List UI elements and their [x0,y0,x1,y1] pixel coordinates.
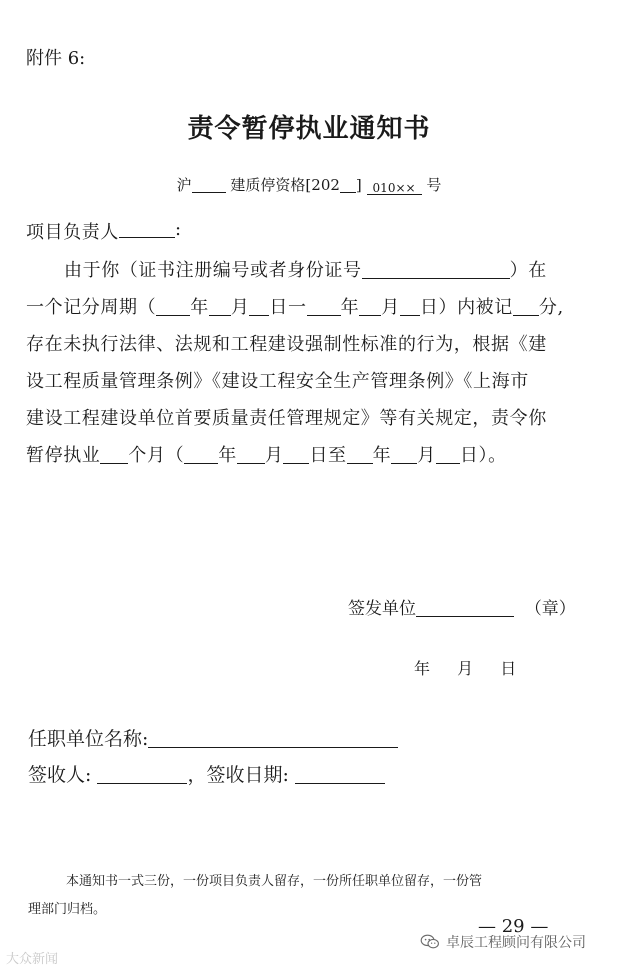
suspend-start-month-blank [237,444,265,464]
body-text: 年 [372,445,392,466]
body-text: 月 [417,445,436,466]
document-number [0,174,618,195]
body-text: 日 [309,445,329,466]
addressee-line [26,218,182,243]
date-day: 日 [500,659,517,678]
body-line-5: 建设工程建设单位首要质量责任管理规定》等有关规定，责令你 [26,408,547,429]
watermark-left: 大众新闻 [6,952,59,967]
period-end-year-blank [307,296,341,316]
body-text: 由于你（证书注册编号或者身份证号 [64,260,362,281]
months-blank [100,444,128,464]
score-blank [513,296,539,316]
body-text: 年 [190,297,209,318]
issue-date-line [414,656,516,679]
watermark-right [420,932,586,952]
page-number: — 29 — [478,916,549,937]
doc-number-close: ] [355,176,362,194]
receipt-date-label: ，签收日期: [187,764,289,786]
body-line-1 [64,256,547,282]
wechat-icon [420,934,440,950]
suspend-end-day-blank [436,444,460,464]
doc-number-blank [192,176,226,193]
receiver-label: 签收人: [28,764,92,786]
receipt-line [28,760,385,787]
body-text: 一 [288,297,307,318]
id-number-blank [362,259,510,279]
date-year: 年 [414,659,431,678]
doc-serial: 010×× [367,181,422,195]
seal-label: （章） [524,599,576,619]
body-line-3: 存在未执行法律、法规和工程建设强制性标准的行为，根据《建 [26,334,547,355]
receiver-blank [97,763,187,784]
issuing-unit-label: 签发单位 [348,599,416,619]
body-text: 分, [538,297,564,318]
period-start-day-blank [249,296,269,316]
attachment-label: 附件 6: [26,48,86,69]
suspend-start-year-blank [184,444,218,464]
body-text: 年 [218,445,237,466]
body-line-4: 设工程质量管理条例》《建设工程安全生产管理条例》《上海市 [26,371,529,392]
period-end-day-blank [400,296,420,316]
suspend-end-month-blank [391,444,417,464]
body-text: 日）。 [459,445,507,466]
body-text: 年 [340,297,360,318]
issuing-unit-line [348,594,576,619]
suspend-end-year-blank [347,444,373,464]
body-text: 月 [381,297,400,318]
body-text: 日 [419,297,439,318]
body-text: 日 [269,297,289,318]
addressee-label: 项目负责人 [26,222,119,243]
employer-label: 任职单位名称: [28,728,149,750]
body-line-6 [26,441,507,467]
body-text: 月 [264,445,284,466]
addressee-colon: : [175,218,182,240]
body-text: 暂停执业 [26,445,101,466]
body-text: 一个记分周期（ [26,297,157,318]
doc-number-suffix: 号 [426,176,442,194]
body-text: ）内被记 [438,297,513,318]
date-month: 月 [457,659,474,678]
period-end-month-blank [359,296,381,316]
receipt-date-blank [295,763,385,784]
period-start-year-blank [156,296,190,316]
issuing-unit-blank [416,598,514,617]
employer-blank [148,727,398,748]
doc-number-middle: 建质停资格[202 [230,176,340,194]
addressee-blank [119,218,175,238]
suspend-start-day-blank [283,444,309,464]
employer-line [28,724,398,751]
body-line-2 [26,293,564,319]
note-line-2: 理部门归档。 [28,902,107,917]
body-text: 月 [230,297,250,318]
doc-year-blank [340,176,356,193]
body-text: 至 [328,445,347,466]
body-text: ）在 [509,260,547,281]
body-text: 个月（ [128,445,185,466]
doc-number-prefix: 沪 [176,176,192,194]
watermark-right-text: 卓辰工程顾问有限公司 [446,935,586,951]
period-start-month-blank [209,296,231,316]
note-line-1: 本通知书一式三份，一份项目负责人留存，一份所任职单位留存，一份管 [66,874,483,889]
document-title: 责令暂停执业通知书 [187,114,431,144]
